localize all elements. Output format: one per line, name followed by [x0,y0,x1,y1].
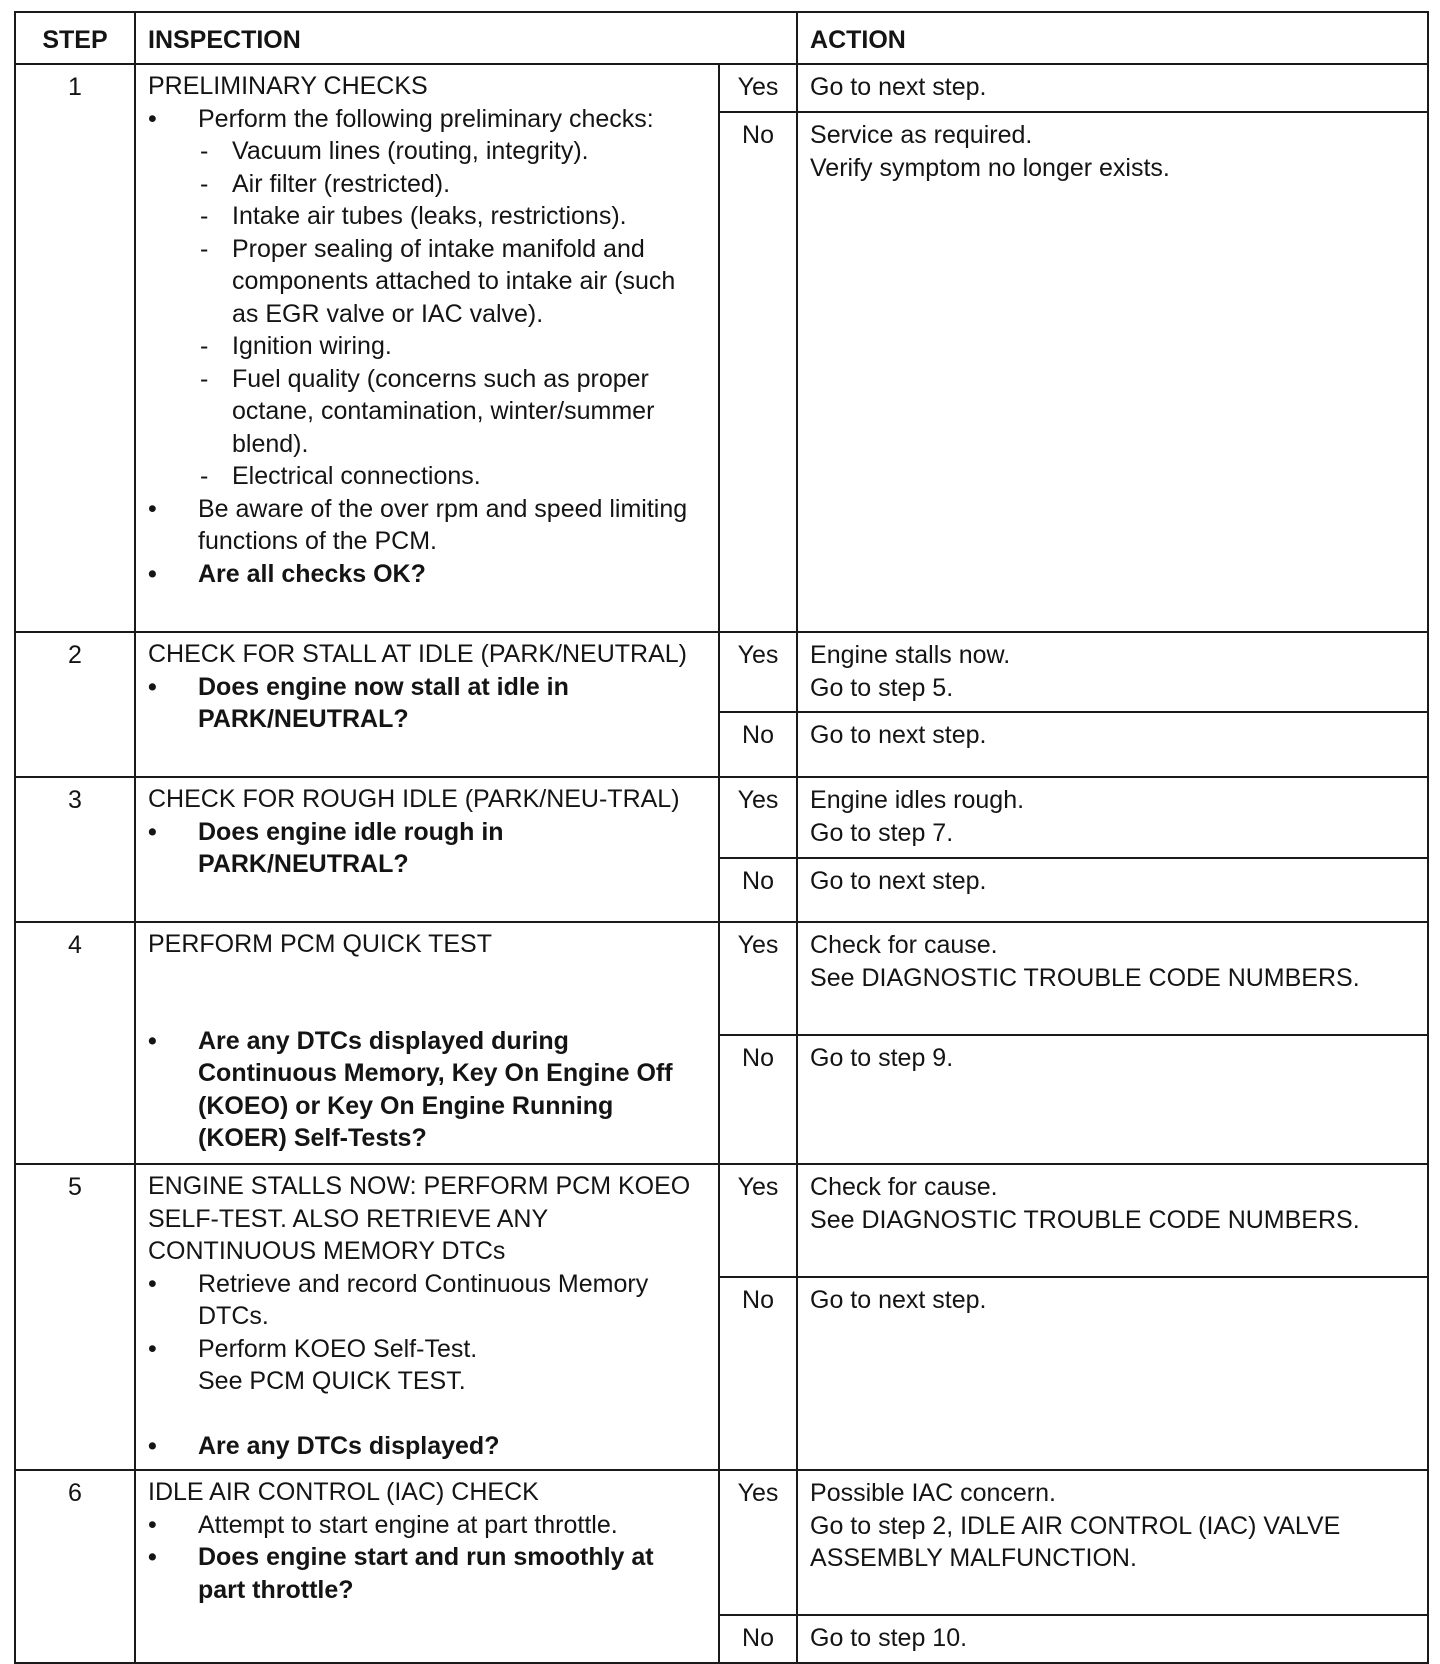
step-5-yes-label: Yes [719,1164,797,1277]
step-2-number: 2 [15,632,135,777]
step-5-no-action: Go to next step. [797,1277,1428,1470]
step-6-question: • Does engine start and run smoothly at part throttle? [148,1541,706,1606]
step-4-yes-row [15,922,1428,1035]
step-2-yes-action-line: Go to step 5. [810,673,954,702]
step-1-sub-item: - Fuel quality (concerns such as proper octane, contamination, winter/summer blend). [198,363,706,461]
step-2-title: CHECK FOR STALL AT IDLE (PARK/NEUTRAL) [148,640,688,668]
header-row [15,12,1428,64]
step-6-yes-row [15,1470,1428,1615]
step-6-yes-action-line: Go to step 2, IDLE AIR CONTROL (IAC) VALVE ASSEMBLY MALFUNCTION. [810,1511,1341,1572]
step-1-question: • Are all checks OK? [148,558,706,591]
step-4-inspection [135,922,719,1164]
step-1-bullet-text: Perform the following preliminary checks: [198,104,654,133]
step-5-bullet-line: See PCM QUICK TEST. [198,1367,466,1395]
step-6-bullet: • Attempt to start engine at part throttle. [148,1509,706,1542]
step-5-yes-action-line: Check for cause. [810,1173,998,1201]
step-6-bullets [148,1509,706,1607]
step-6-yes-label: Yes [719,1470,797,1615]
step-6-yes-action-line: Possible IAC concern. [810,1479,1056,1507]
step-3-yes-action [797,777,1428,858]
step-1-inspection [135,64,719,632]
step-5-yes-row [15,1164,1428,1277]
step-2-yes-label: Yes [719,632,797,712]
step-3-inspection [135,777,719,922]
step-2-yes-row [15,632,1428,712]
step-5-no-label: No [719,1277,797,1470]
step-4-yes-action [797,922,1428,1035]
step-5-question: • Are any DTCs displayed? [148,1430,706,1463]
step-5-inspection [135,1164,719,1470]
step-4-yes-action-line: Check for cause. [810,931,998,959]
step-5-bullets [148,1268,706,1398]
step-1-sub-item: - Ignition wiring. [198,330,706,363]
step-4-bullets [148,1025,706,1155]
header-action: ACTION [797,12,1428,64]
step-1-number: 1 [15,64,135,632]
step-3-yes-action-line: Go to step 7. [810,818,954,847]
spacer [148,961,706,993]
step-1-sub-item: - Intake air tubes (leaks, restrictions). [198,200,706,233]
spacer [148,1398,706,1430]
step-5-question-list [148,1430,706,1463]
step-4-number: 4 [15,922,135,1164]
step-1-sub-item: - Air filter (restricted). [198,168,706,201]
step-5-yes-action-line: See DIAGNOSTIC TROUBLE CODE NUMBERS. [810,1205,1360,1234]
step-4-question: • Are any DTCs displayed during Continuous Memory, Key On Engine Off (KOEO) or Key On Engine Running (KOER) Self-Tests? [148,1025,706,1155]
step-1-no-label: No [719,112,797,632]
diagnostic-table [14,11,1429,1664]
step-2-question: • Does engine now stall at idle in PARK/NEUTRAL? [148,671,706,736]
step-1-bullet: • Be aware of the over rpm and speed limiting functions of the PCM. [148,493,706,558]
step-3-yes-action-line: Engine idles rough. [810,786,1025,814]
step-5-bullet: • Retrieve and record Continuous Memory DTCs. [148,1268,706,1333]
step-2-yes-action-line: Engine stalls now. [810,641,1011,669]
step-5-bullet [148,1333,706,1398]
step-4-no-action: Go to step 9. [797,1035,1428,1164]
step-1-yes-row [15,64,1428,112]
header-inspection: INSPECTION [135,12,797,64]
spacer [148,993,706,1025]
step-1-no-action-line: Verify symptom no longer exists. [810,153,1170,182]
step-3-number: 3 [15,777,135,922]
step-6-no-label: No [719,1615,797,1663]
step-2-yes-action [797,632,1428,712]
step-1-sub-item: - Vacuum lines (routing, integrity). [198,135,706,168]
step-2-no-action: Go to next step. [797,712,1428,777]
step-5-number: 5 [15,1164,135,1470]
step-6-yes-action [797,1470,1428,1615]
step-3-yes-row [15,777,1428,858]
step-6-title: IDLE AIR CONTROL (IAC) CHECK [148,1478,539,1506]
step-1-sub-item: - Proper sealing of intake manifold and components attached to intake air (such as EGR valve or IAC valve). [198,233,706,331]
step-4-no-label: No [719,1035,797,1164]
step-2-bullets [148,671,706,736]
step-1-no-action-line: Service as required. [810,121,1033,149]
step-3-no-label: No [719,858,797,922]
step-3-no-action: Go to next step. [797,858,1428,922]
step-4-yes-label: Yes [719,922,797,1035]
step-6-no-action: Go to step 10. [797,1615,1428,1663]
step-5-bullet-line: • Perform KOEO Self-Test. [198,1334,478,1363]
step-1-title: PRELIMINARY CHECKS [148,72,428,100]
step-6-number: 6 [15,1470,135,1663]
step-1-no-action [797,112,1428,632]
step-1-bullets [148,103,706,591]
step-2-no-label: No [719,712,797,777]
step-5-yes-action [797,1164,1428,1277]
step-1-sub-item: - Electrical connections. [198,460,706,493]
step-3-yes-label: Yes [719,777,797,858]
step-1-sublist [198,135,706,493]
step-3-bullets [148,816,706,881]
step-2-inspection [135,632,719,777]
header-step: STEP [15,12,135,64]
step-5-title: ENGINE STALLS NOW: PERFORM PCM KOEO SELF-TEST. ALSO RETRIEVE ANY CONTINUOUS MEMORY DTCs [148,1172,691,1265]
step-6-inspection [135,1470,719,1663]
step-1-yes-action: Go to next step. [797,64,1428,112]
step-1-yes-label: Yes [719,64,797,112]
step-3-title: CHECK FOR ROUGH IDLE (PARK/NEU-TRAL) [148,785,680,813]
step-3-question: • Does engine idle rough in PARK/NEUTRAL? [148,816,706,881]
step-4-yes-action-line: See DIAGNOSTIC TROUBLE CODE NUMBERS. [810,963,1360,992]
step-1-bullet [148,103,706,493]
step-4-title: PERFORM PCM QUICK TEST [148,930,493,958]
